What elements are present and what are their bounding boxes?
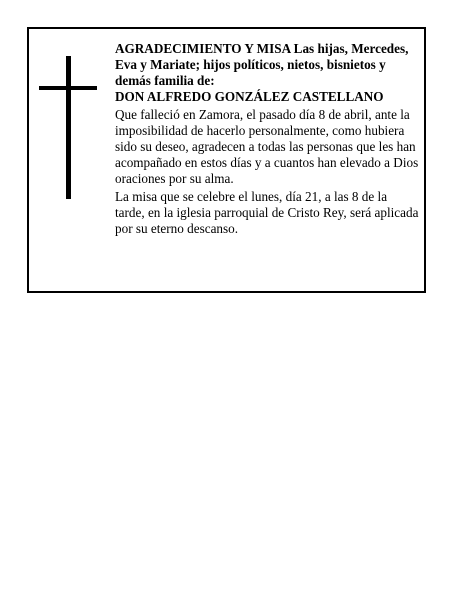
deceased-name: DON ALFREDO GONZÁLEZ CASTELLANO (115, 89, 384, 104)
notice-headline: AGRADECIMIENTO Y MISA Las hijas, Mercedes, Eva y Mariate; hijos políticos, nietos, bisnietos y demás familia de: (115, 41, 409, 88)
notice-paragraph-thanks: Que falleció en Zamora, el pasado día 8 de abril, ante la imposibilidad de hacerlo personalmente, como hubiera sido su deseo, agradecen a todas las personas que les han acompañado en estos días y a cuantos han elevado a Dios oraciones por su alma. (115, 107, 419, 186)
notice-text (115, 41, 420, 237)
cross-icon (66, 56, 71, 199)
obituary-notice (27, 27, 426, 293)
cross-icon-arm (39, 86, 97, 90)
notice-paragraph-mass: La misa que se celebre el lunes, día 21, a las 8 de la tarde, en la iglesia parroquial de Cristo Rey, será aplicada por su eterno descanso. (115, 189, 419, 236)
